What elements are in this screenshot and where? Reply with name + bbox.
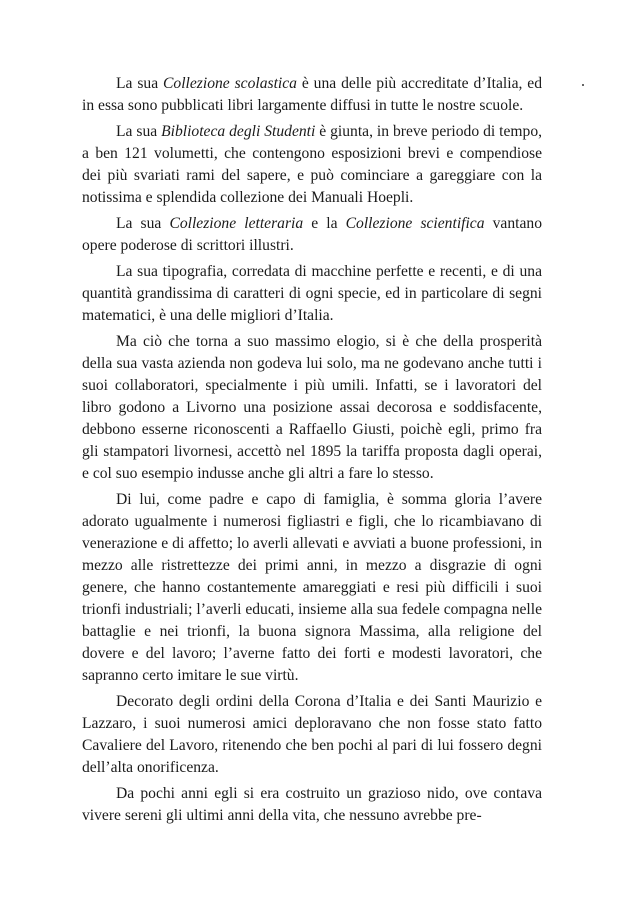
text-run: Ma ciò che torna a suo massimo elogio, si è che della prosperità della sua vasta azienda non godeva lui solo, ma ne godevano anche tutti i suoi collaboratori, specialmente i più umili. Infatti, se i lavoratori del libro godono a Livorno una posizione assai decorosa e soddisfacente, debbono esserne riconoscenti a Raffaello Giusti, poichè egli, primo fra gli stampatori livornesi, accettò nel 1895 la tariffa proposta dagli operai, e col suo esempio indusse anche gli altri a fare lo stesso.	[82, 333, 542, 482]
paragraph-8	[82, 783, 542, 827]
paragraph-2	[82, 121, 542, 209]
paragraph-5	[82, 331, 542, 485]
body-text	[82, 73, 542, 831]
text-run: Da pochi anni egli si era costruito un grazioso nido, ove contava vivere sereni gli ultimi anni della vita, che nessuno avrebbe pre-	[82, 785, 542, 824]
italic-title: Collezione letteraria	[169, 215, 304, 232]
text-run: vantano opere poderose di scrittori illustri.	[82, 215, 542, 254]
text-run: La sua	[116, 75, 164, 92]
margin-speck	[582, 84, 584, 86]
text-run: Decorato degli ordini della Corona d’Italia e dei Santi Maurizio e Lazzaro, i suoi numerosi amici deploravano che non fosse stato fatto Cavaliere del Lavoro, ritenendo che ben pochi al pari di lui fossero degni dell’alta onorificenza.	[82, 693, 542, 776]
paragraph-1	[82, 73, 542, 117]
text-run: Di lui, come padre e capo di famiglia, è somma gloria l’avere adorato ugualmente i numerosi figliastri e figli, che lo ricambiavano di venerazione e di affetto; lo averli allevati e avviati a buone professioni, in mezzo alle ristrettezze dei primi anni, in mezzo a disgrazie di ogni genere, che hanno costantemente amareggiati e resi più difficili i suoi trionfi industriali; l’averli educati, insieme alla sua fedele compagna nelle battaglie e nei trionfi, la buona signora Massima, alla religione del dovere e del lavoro; l’averne fatto dei forti e modesti lavoratori, che sapranno certo imitare le sue virtù.	[82, 491, 542, 684]
paragraph-4	[82, 261, 542, 327]
italic-title: Collezione scientifica	[345, 215, 485, 232]
paragraph-7	[82, 691, 542, 779]
italic-title: Collezione scolastica	[163, 75, 297, 92]
italic-title: Biblioteca degli Studenti	[161, 123, 316, 140]
text-run: La sua tipografia, corredata di macchine perfette e recenti, e di una quantità grandissima di caratteri di ogni specie, ed in particolare di segni matematici, è una delle migliori d’Italia.	[82, 263, 542, 324]
text-run: è una delle più accreditate d’Italia, ed in essa sono pubblicati libri largamente diffusi in tutte le nostre scuole.	[82, 75, 543, 114]
text-run: e la	[303, 215, 346, 232]
paragraph-3	[82, 213, 542, 257]
paragraph-6	[82, 489, 542, 687]
text-run: La sua	[116, 123, 162, 140]
text-run: è giunta, in breve periodo di tempo, a ben 121 volumetti, che contengono esposizioni brevi e compendiose dei più svariati rami del sapere, e può cominciare a gareggiare con la notissima e splendida collezione dei Manuali Hoepli.	[82, 123, 543, 206]
text-run: La sua	[116, 215, 170, 232]
